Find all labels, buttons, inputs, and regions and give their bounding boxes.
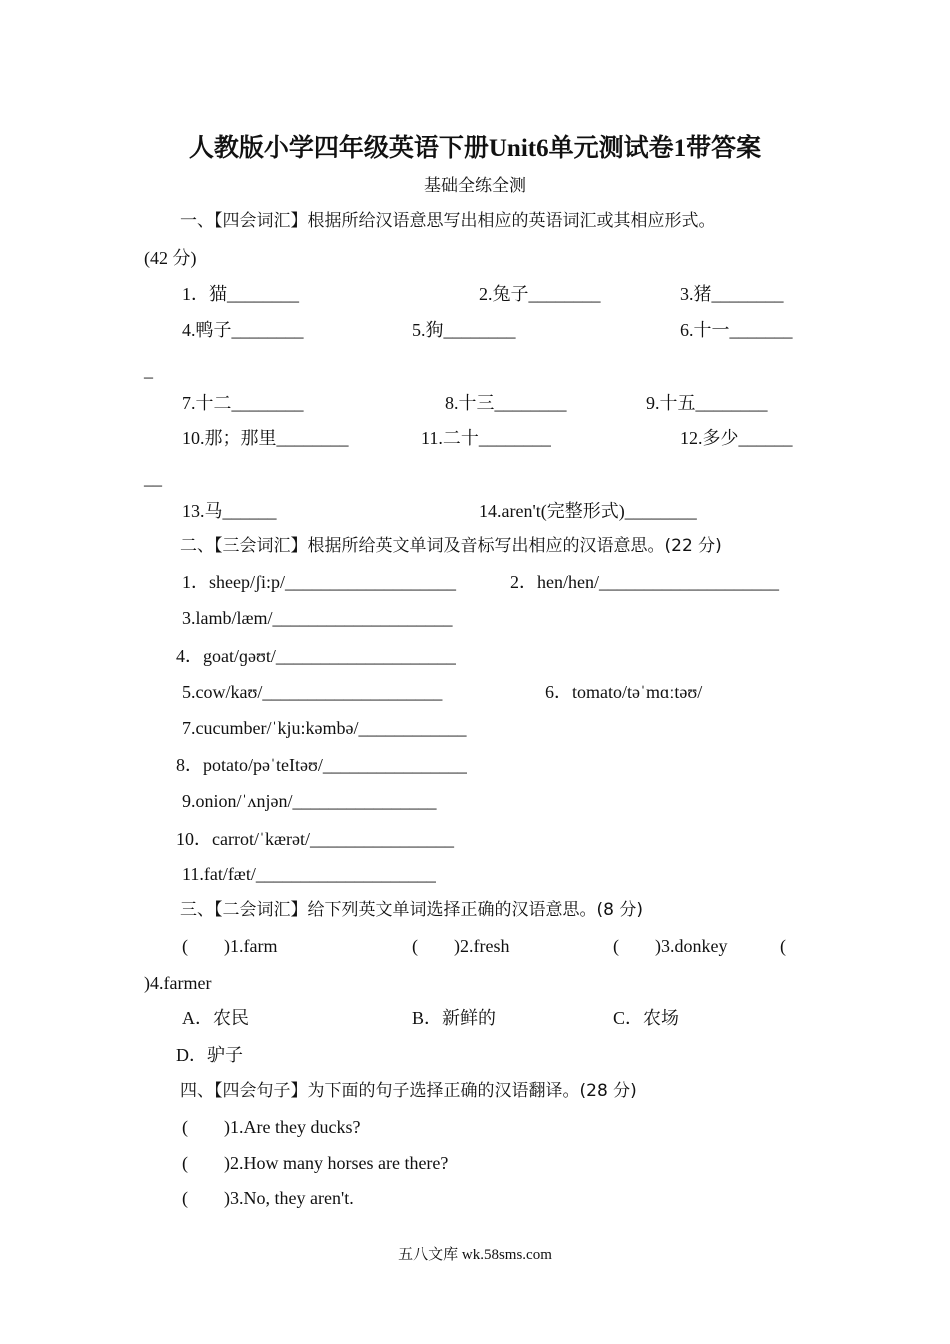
- fill-item: 11.二十________: [421, 428, 551, 448]
- page-subtitle: 基础全练全测: [424, 176, 526, 196]
- fill-item: 14.aren't(完整形式)________: [479, 501, 697, 521]
- vocab-item: 3.lamb/læm/____________________: [182, 608, 453, 628]
- fill-item: 3.猪________: [680, 284, 784, 304]
- fill-item: 1．猫________: [182, 284, 299, 304]
- option-a: A．农民: [182, 1008, 249, 1028]
- fill-item: 9.十五________: [646, 393, 768, 413]
- vocab-item: 1．sheep/ʃi:p/___________________: [182, 572, 456, 592]
- vocab-item: 2．hen/hen/____________________: [510, 572, 779, 592]
- sentence-item: ( )1.Are they ducks?: [182, 1117, 361, 1137]
- fill-item: 5.狗________: [412, 320, 516, 340]
- sentence-item: ( )2.How many horses are there?: [182, 1153, 449, 1173]
- section-2-heading: 二、【三会词汇】根据所给英文单词及音标写出相应的汉语意思。(22 分): [180, 536, 722, 556]
- section-4-heading: 四、【四会句子】为下面的句子选择正确的汉语翻译。(28 分): [180, 1081, 637, 1101]
- section-1-heading: 一、【四会词汇】根据所给汉语意思写出相应的英语词汇或其相应形式。: [180, 211, 716, 231]
- choice-item: ( )2.fresh: [412, 936, 510, 956]
- fill-item: 2.兔子________: [479, 284, 601, 304]
- vocab-item: 7.cucumber/ˈkju:kəmbə/____________: [182, 718, 467, 738]
- option-b: B．新鲜的: [412, 1008, 497, 1028]
- section-1-score: (42 分): [144, 248, 197, 268]
- fill-item: 4.鸭子________: [182, 320, 304, 340]
- fill-item: 12.多少______: [680, 428, 793, 448]
- choice-item: ( )1.farm: [182, 936, 278, 956]
- fill-item: 6.十一_______: [680, 320, 793, 340]
- fill-item-wrap: __: [144, 468, 162, 488]
- option-c: C．农场: [613, 1008, 680, 1028]
- section-3-heading: 三、【二会词汇】给下列英文单词选择正确的汉语意思。(8 分): [180, 900, 643, 920]
- vocab-item: 10．carrot/ˈkærət/________________: [176, 829, 454, 849]
- sentence-item: ( )3.No, they aren't.: [182, 1188, 354, 1208]
- fill-item: 13.马______: [182, 501, 277, 521]
- vocab-item: 4．goat/ɡəʊt/____________________: [176, 646, 456, 666]
- footer-watermark: 五八文库 wk.58sms.com: [398, 1247, 552, 1263]
- fill-item: 8.十三________: [445, 393, 567, 413]
- vocab-item: 8．potato/pəˈteItəʊ/________________: [176, 755, 467, 775]
- page-title: 人教版小学四年级英语下册Unit6单元测试卷1带答案: [188, 135, 762, 162]
- vocab-item: 5.cow/kaʊ/____________________: [182, 682, 443, 702]
- fill-item: 10.那；那里________: [182, 428, 349, 448]
- fill-item-wrap: _: [144, 360, 153, 380]
- fill-item: 7.十二________: [182, 393, 304, 413]
- vocab-item: 6．tomato/təˈmɑːtəʊ/: [545, 682, 703, 702]
- vocab-item: 11.fat/fæt/____________________: [182, 864, 436, 884]
- option-d: D．驴子: [176, 1045, 243, 1065]
- vocab-item: 9.onion/ˈʌnjən/________________: [182, 791, 437, 811]
- choice-item: ( )3.donkey: [613, 936, 728, 956]
- choice-item: (: [780, 936, 786, 956]
- choice-item-wrap: )4.farmer: [144, 973, 212, 993]
